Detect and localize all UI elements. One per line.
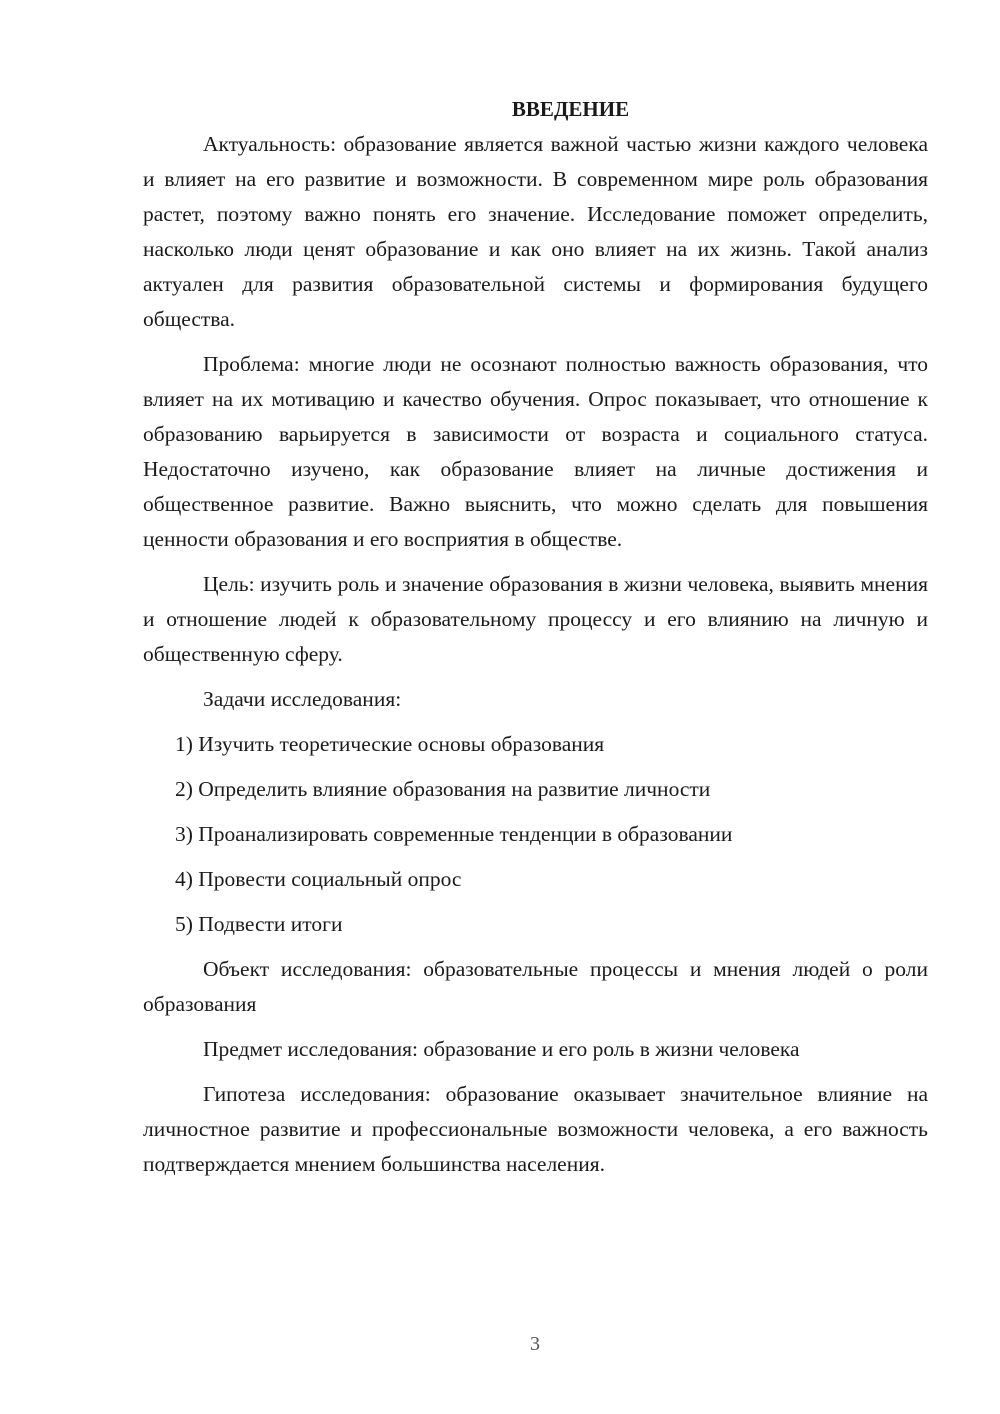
paragraph-hypothesis: Гипотеза исследования: образование оказывает значительное влияние на личностное развитие и профессиональные возможности человека, а его важность подтверждается мнением большинства населения.	[143, 1082, 928, 1176]
page-number: 3	[530, 1333, 540, 1355]
tasks-list	[143, 727, 928, 942]
paragraph-subject: Предмет исследования: образование и его роль в жизни человека	[203, 1037, 800, 1061]
paragraph-object: Объект исследования: образовательные процессы и мнения людей о роли образования	[143, 957, 928, 1016]
paragraph-relevance: Актуальность: образование является важной частью жизни каждого человека и влияет на его развитие и возможности. В современном мире роль образования растет, поэтому важно понять его значение. Исследование поможет определить, насколько люди ценят образование и как оно влияет на их жизнь. Такой анализ актуален для развития образовательной системы и формирования будущего общества.	[143, 132, 928, 331]
list-item: 1) Изучить теоретические основы образования	[175, 732, 605, 756]
list-item: 5) Подвести итоги	[175, 912, 343, 936]
paragraph-goal: Цель: изучить роль и значение образования в жизни человека, выявить мнения и отношение людей к образовательному процессу и его влиянию на личную и общественную сферу.	[143, 572, 928, 666]
tasks-heading: Задачи исследования:	[203, 687, 402, 711]
page-content	[143, 92, 928, 1182]
list-item: 4) Провести социальный опрос	[175, 867, 462, 891]
paragraph-problem: Проблема: многие люди не осознают полностью важность образования, что влияет на их мотивацию и качество обучения. Опрос показывает, что отношение к образованию варьируется в зависимости от возраста и социального статуса. Недостаточно изучено, как образование влияет на личные достижения и общественное развитие. Важно выяснить, что можно сделать для повышения ценности образования и его восприятия в обществе.	[143, 352, 928, 551]
list-item: 2) Определить влияние образования на развитие личности	[175, 777, 711, 801]
section-title: ВВЕДЕНИЕ	[511, 97, 630, 121]
list-item: 3) Проанализировать современные тенденции в образовании	[175, 822, 733, 846]
